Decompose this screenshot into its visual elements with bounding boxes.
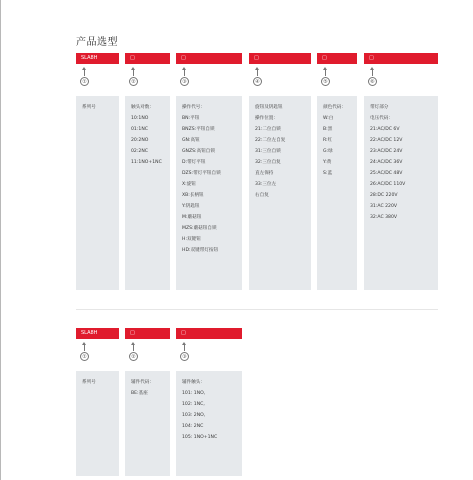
option-description-box (125, 371, 170, 476)
option-line: R:红 (323, 138, 333, 143)
option-line: DZS:带灯平钮自锁 (182, 171, 221, 176)
option-line: 105: 1NO+1NC (182, 435, 218, 440)
option-line: 20:2NO (131, 138, 149, 143)
pointer-line (84, 345, 85, 351)
option-line: 32:三位自复 (255, 160, 281, 165)
option-line: 右自复 (255, 193, 269, 198)
option-line: B:黑 (323, 127, 333, 132)
option-line: Y:钥匙钮 (182, 204, 200, 209)
option-line: 28:DC 220V (370, 193, 398, 198)
pointer-line (372, 70, 373, 76)
page-left-border (0, 0, 1, 480)
option-line: GN:高钮 (182, 138, 200, 143)
option-line: 操作代号： (182, 105, 205, 110)
segment-number-marker: ④ (253, 77, 262, 86)
pointer-line (257, 70, 258, 76)
segment-number-marker: ② (129, 77, 138, 86)
segment-number-marker: ② (129, 352, 138, 361)
code-segment-header: □ (176, 53, 242, 64)
option-line: G:绿 (323, 149, 333, 154)
option-line: 101: 1NO, (182, 391, 206, 396)
code-segment-header: □ (125, 328, 170, 339)
option-description-box (76, 371, 119, 476)
segment-number-marker: ③ (180, 352, 189, 361)
segment-number-marker: ⑤ (321, 77, 330, 86)
option-line: BN:平钮 (182, 116, 200, 121)
option-description-box (317, 96, 357, 290)
segment-number-marker: ⑥ (368, 77, 377, 86)
option-line: 颜色代码： (323, 105, 346, 110)
code-segment-header: SLA8H (76, 328, 119, 339)
section-divider (76, 309, 438, 310)
option-description-box (125, 96, 170, 290)
option-line: 32:AC 380V (370, 215, 398, 220)
pointer-line (184, 345, 185, 351)
option-description-box (249, 96, 311, 290)
option-line: 22:AC/DC 12V (370, 138, 403, 143)
option-line: 24:AC/DC 36V (370, 160, 403, 165)
option-line: GNZS:高钮自锁 (182, 149, 215, 154)
pointer-line (133, 70, 134, 76)
option-line: 31:三位自锁 (255, 149, 281, 154)
code-segment-header: □ (176, 328, 242, 339)
option-line: 11:1NO+1NC (131, 160, 162, 165)
pointer-line (133, 345, 134, 351)
option-line: XB:长柄钮 (182, 193, 204, 198)
option-line: 02:2NC (131, 149, 148, 154)
code-segment-header: SLA8H (76, 53, 119, 64)
option-line: D:带灯平钮 (182, 160, 206, 165)
option-line: M:蘑菇钮 (182, 215, 202, 220)
option-line: 102: 1NC, (182, 402, 205, 407)
option-line: 辅件触头： (182, 380, 205, 385)
option-line: 10:1NO (131, 116, 149, 121)
option-line: 33:三位左 (255, 182, 277, 187)
option-line: 103: 2NO, (182, 413, 206, 418)
option-line: 触头对数： (131, 105, 154, 110)
option-line: BNZS:平钮自锁 (182, 127, 215, 132)
option-description-box (176, 96, 242, 290)
option-line: 带灯部分 (370, 105, 389, 110)
option-line: S:蓝 (323, 171, 333, 176)
option-description-box (364, 96, 438, 290)
option-description-box (176, 371, 242, 476)
option-line: Y:黄 (323, 160, 332, 165)
option-line: 31:AC 220V (370, 204, 398, 209)
option-line: 22:二位左自复 (255, 138, 286, 143)
pointer-line (184, 70, 185, 76)
option-description-box (76, 96, 119, 290)
segment-number-marker: ① (80, 77, 89, 86)
option-line: 21:AC/DC 6V (370, 127, 400, 132)
option-line: 23:AC/DC 24V (370, 149, 403, 154)
option-line: 25:AC/DC 48V (370, 171, 403, 176)
option-line: 26:AC/DC 110V (370, 182, 406, 187)
option-line: 104: 2NC (182, 424, 204, 429)
option-line: 电压代码： (370, 116, 393, 121)
option-line: 系列号 (82, 380, 96, 385)
segment-number-marker: ① (80, 352, 89, 361)
option-line: 辅件代码： (131, 380, 154, 385)
option-line: BE:基座 (131, 391, 148, 396)
option-line: 操作位置： (255, 116, 278, 121)
page-title: 产品选型 (76, 37, 118, 48)
option-line: MZS:蘑菇钮自锁 (182, 226, 217, 231)
option-line: 21:二位自锁 (255, 127, 281, 132)
code-segment-header: □ (249, 53, 311, 64)
code-segment-header: □ (364, 53, 438, 64)
segment-number-marker: ③ (180, 77, 189, 86)
option-line: W:白 (323, 116, 334, 121)
code-segment-header: □ (125, 53, 170, 64)
option-line: 旋钮及钥匙钮 (255, 105, 283, 110)
pointer-line (325, 70, 326, 76)
pointer-line (84, 70, 85, 76)
option-line: HD:双键带灯按钮 (182, 248, 219, 253)
option-line: X:旋钮 (182, 182, 196, 187)
option-line: 系列号 (82, 105, 96, 110)
option-line: 01:1NC (131, 127, 148, 132)
code-segment-header: □ (317, 53, 357, 64)
option-line: 直左保持 (255, 171, 274, 176)
option-line: H:双键钮 (182, 237, 201, 242)
